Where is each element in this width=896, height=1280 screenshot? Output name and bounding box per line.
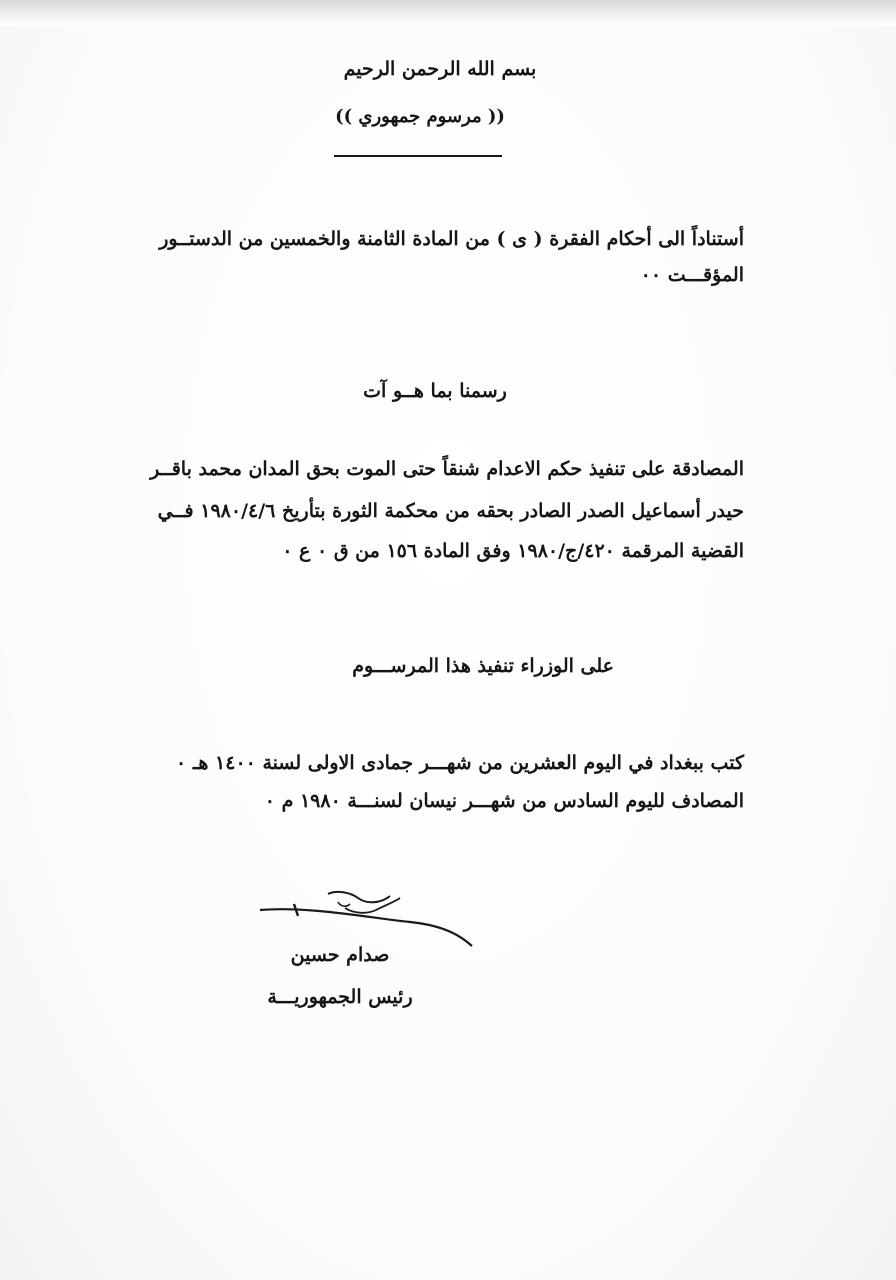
scan-top-shadow bbox=[0, 0, 896, 26]
signatory-name: صدام حسين bbox=[290, 944, 390, 966]
preamble-line-1: أستناداً الى أحكام الفقرة ( ى ) من المادة الثامنة والخمسين من الدستــور bbox=[159, 228, 744, 250]
handwritten-signature bbox=[250, 880, 490, 950]
date-line-1: كتب ببغداد في اليوم العشرين من شهـــر جمادى الاولى لسنة ١٤٠٠ هـ ٠ bbox=[175, 752, 744, 774]
decree-title: (( مرسوم جمهوري )) bbox=[335, 106, 505, 127]
body-line-2: حيدر أسماعيل الصدر الصادر بحقه من محكمة الثورة بتأريخ ١٩٨٠/٤/٦ فــي bbox=[157, 500, 744, 522]
preamble-line-2: المؤقـــت ٠٠ bbox=[640, 264, 744, 286]
title-underline bbox=[334, 155, 502, 157]
body-line-1: المصادقة على تنفيذ حكم الاعدام شنقاً حتى الموت بحق المدان محمد باقــر bbox=[150, 458, 744, 480]
body-line-3: القضية المرقمة ٤٢٠/ج/١٩٨٠ وفق المادة ١٥٦ من ق ٠ ع ٠ bbox=[282, 540, 744, 562]
decreed-heading: رسمنا بما هــو آت bbox=[363, 380, 507, 402]
execution-order: على الوزراء تنفيذ هذا المرســـوم bbox=[352, 655, 614, 677]
basmala: بسم الله الرحمن الرحيم bbox=[343, 58, 537, 80]
date-line-2: المصادف لليوم السادس من شهـــر نيسان لسنـــة ١٩٨٠ م ٠ bbox=[264, 790, 744, 812]
signatory-position: رئيس الجمهوريـــة bbox=[267, 986, 413, 1008]
